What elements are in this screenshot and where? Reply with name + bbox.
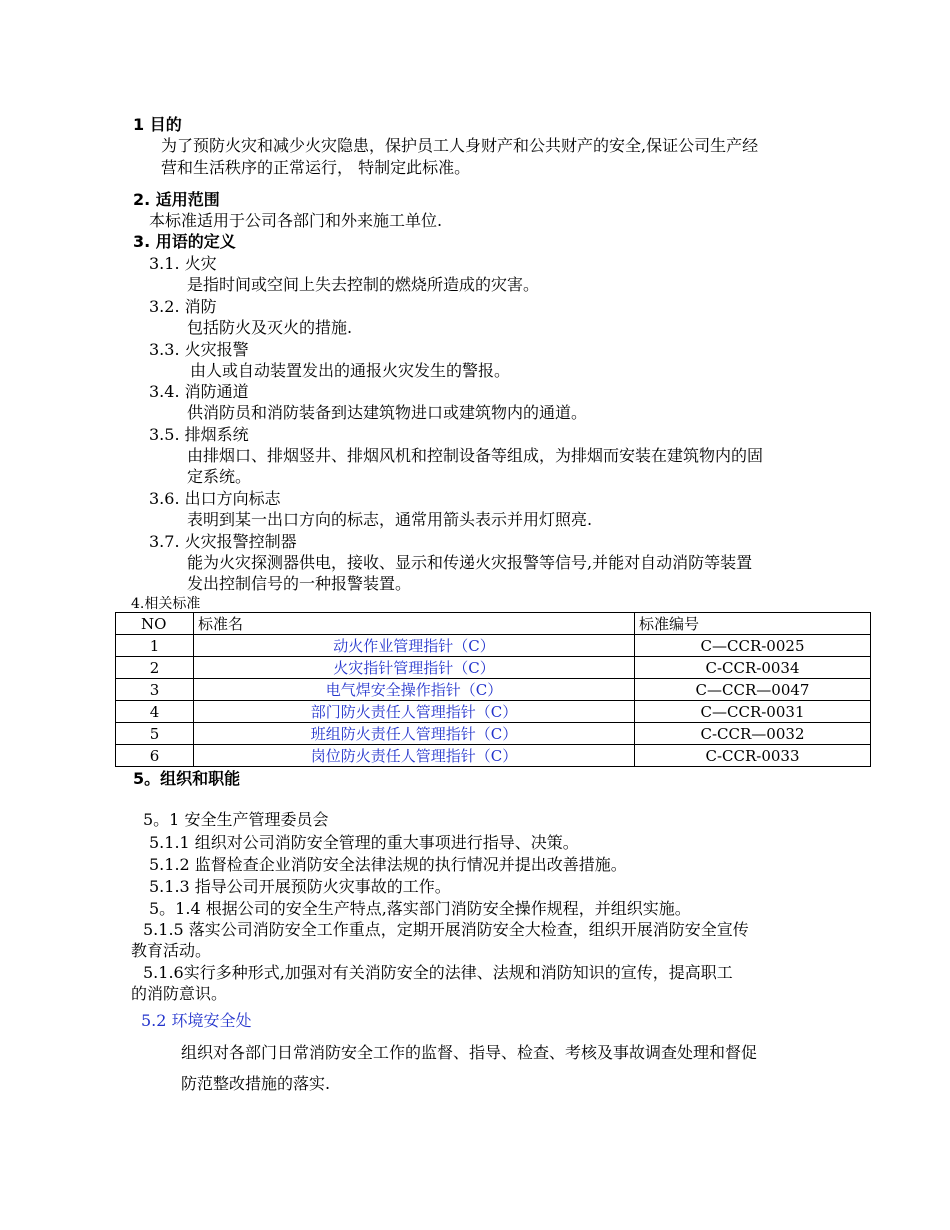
definition-text: 由排烟口、排烟竖井、排烟风机和控制设备等组成，为排烟而安装在建筑物内的固 [187, 446, 764, 465]
header-name: 标准名 [194, 613, 635, 635]
header-code: 标准编号 [635, 613, 871, 635]
section-2-heading: 2. 适用范围 [133, 190, 220, 209]
standard-link[interactable]: 动火作业管理指针（C） [333, 636, 495, 655]
table-row [116, 679, 871, 701]
duty-item: 5.1.3 指导公司开展预防火灾事故的工作。 [149, 877, 451, 896]
definition-text: 由人或自动装置发出的通报火灾发生的警报。 [190, 361, 511, 380]
standard-link[interactable]: 岗位防火责任人管理指针（C） [310, 746, 518, 765]
definition-term: 3.6. 出口方向标志 [149, 489, 281, 508]
duty-item-cont: 的消防意识。 [131, 984, 228, 1003]
cell-code: C—CCR—0047 [635, 679, 871, 701]
section-1-body-line-2: 营和生活秩序的正常运行， 特制定此标准。 [161, 158, 471, 177]
cell-code: C-CCR-0034 [635, 657, 871, 679]
definition-text-cont: 定系统。 [187, 467, 252, 486]
standards-table [115, 612, 871, 767]
definition-text: 能为火灾探测器供电，接收、显示和传递火灾报警等信号,并能对自动消防等装置 [187, 553, 753, 572]
definition-text-cont: 发出控制信号的一种报警装置。 [187, 574, 412, 593]
definition-text: 表明到某一出口方向的标志，通常用箭头表示并用灯照亮. [187, 510, 593, 529]
standard-link[interactable]: 电气焊安全操作指针（C） [325, 680, 503, 699]
cell-code: C-CCR-0033 [635, 745, 871, 767]
cell-no: 1 [116, 635, 194, 657]
section-1-body-line-1: 为了预防火灾和减少火灾隐患，保护员工人身财产和公共财产的安全,保证公司生产经 [161, 136, 759, 155]
section-4-heading: 4.相关标准 [131, 596, 201, 612]
table-row [116, 657, 871, 679]
duty-item: 5.1.5 落实公司消防安全工作重点，定期开展消防安全大检查，组织开展消防安全宣传 [143, 920, 749, 939]
definition-term: 3.5. 排烟系统 [149, 425, 249, 444]
definition-term: 3.7. 火灾报警控制器 [149, 532, 297, 551]
standard-link[interactable]: 班组防火责任人管理指针（C） [310, 724, 518, 743]
table-row [116, 635, 871, 657]
duty-item: 5.1.1 组织对公司消防安全管理的重大事项进行指导、决策。 [149, 833, 579, 852]
definition-term: 3.1. 火灾 [149, 254, 217, 273]
standard-link[interactable]: 部门防火责任人管理指针（C） [310, 702, 518, 721]
subsection-5-1-heading: 5。1 安全生产管理委员会 [143, 810, 329, 829]
cell-no: 2 [116, 657, 194, 679]
definition-text: 供消防员和消防装备到达建筑物进口或建筑物内的通道。 [187, 403, 588, 422]
definition-term: 3.4. 消防通道 [149, 382, 249, 401]
cell-no: 6 [116, 745, 194, 767]
subsection-5-2-body-line-1: 组织对各部门日常消防安全工作的监督、指导、检查、考核及事故调查处理和督促 [181, 1043, 758, 1062]
header-no: NO [116, 613, 194, 635]
section-1-heading: 1 目的 [133, 115, 182, 134]
table-header-row [116, 613, 871, 635]
cell-no: 4 [116, 701, 194, 723]
definition-term: 3.3. 火灾报警 [149, 340, 249, 359]
subsection-5-2-body-line-2: 防范整改措施的落实. [181, 1074, 331, 1093]
standard-link[interactable]: 火灾指针管理指针（C） [333, 658, 495, 677]
cell-code: C—CCR-0031 [635, 701, 871, 723]
cell-no: 3 [116, 679, 194, 701]
definition-text: 是指时间或空间上失去控制的燃烧所造成的灾害。 [187, 275, 540, 294]
duty-item: 5.1.2 监督检查企业消防安全法律法规的执行情况并提出改善措施。 [149, 855, 627, 874]
section-3-heading: 3. 用语的定义 [133, 232, 236, 251]
subsection-5-2-heading: 5.2 环境安全处 [141, 1011, 252, 1030]
cell-code: C—CCR-0025 [635, 635, 871, 657]
cell-code: C-CCR—0032 [635, 723, 871, 745]
duty-item: 5。1.4 根据公司的安全生产特点,落实部门消防安全操作规程，并组织实施。 [149, 899, 691, 918]
definition-text: 包括防火及灭火的措施. [187, 318, 353, 337]
section-2-body: 本标准适用于公司各部门和外来施工单位. [149, 211, 443, 230]
table-row [116, 723, 871, 745]
definition-term: 3.2. 消防 [149, 297, 217, 316]
duty-item: 5.1.6实行多种形式,加强对有关消防安全的法律、法规和消防知识的宣传，提高职工 [143, 963, 733, 982]
duty-item-cont: 教育活动。 [131, 941, 212, 960]
table-row [116, 745, 871, 767]
section-5-heading: 5。组织和职能 [133, 769, 241, 788]
cell-no: 5 [116, 723, 194, 745]
table-row [116, 701, 871, 723]
